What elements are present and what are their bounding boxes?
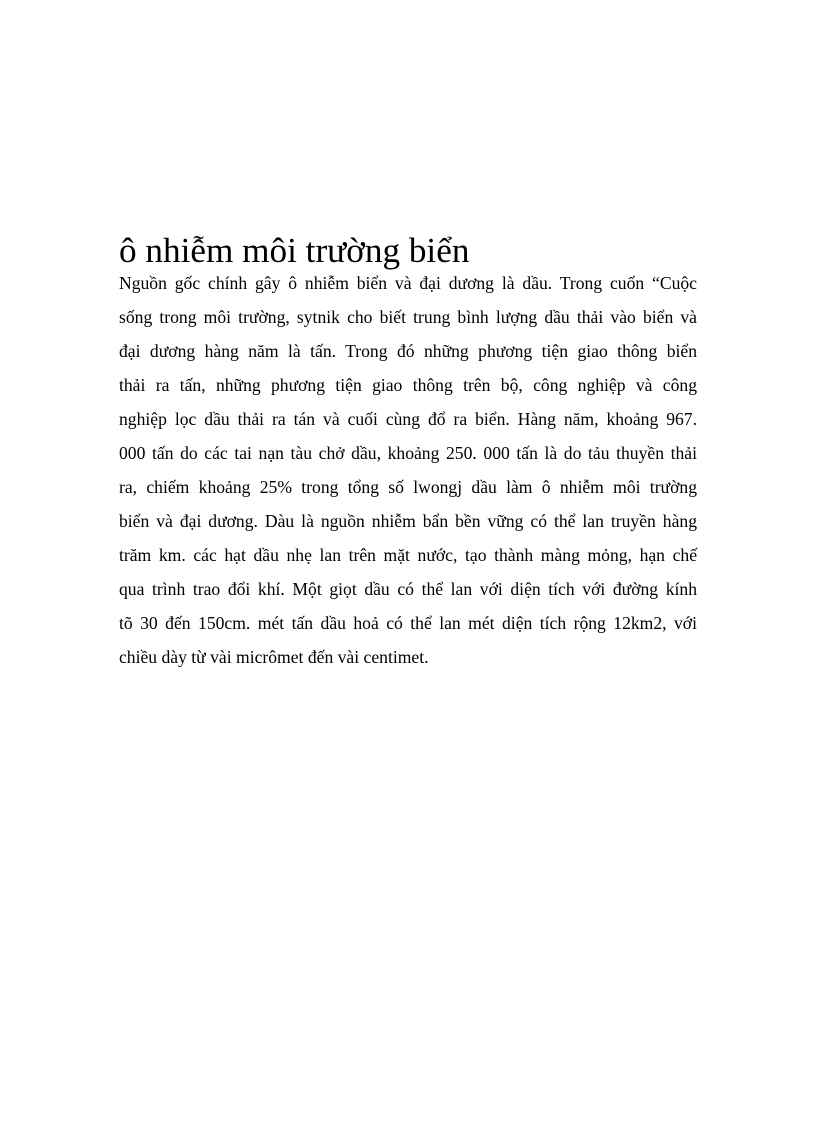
paragraph-line: sống trong môi trường, sytnik cho biết trung bình lượng dầu thải vào biển và (119, 307, 697, 327)
section-heading: ô nhiễm môi trường biển (119, 231, 470, 270)
paragraph-line: thải ra tấn, những phương tiện giao thông trên bộ, công nghiệp và công (119, 375, 697, 395)
paragraph-line: tõ 30 đến 150cm. mét tấn dầu hoả có thể lan mét diện tích rộng 12km2, với (119, 613, 697, 633)
paragraph-line: trăm km. các hạt dầu nhẹ lan trên mặt nước, tạo thành màng mỏng, hạn chế (119, 545, 697, 565)
paragraph-line: nghiệp lọc dầu thải ra tán và cuối cùng đổ ra biển. Hàng năm, khoảng 967. (119, 409, 697, 429)
paragraph-line: đại dương hàng năm là tấn. Trong đó những phương tiện giao thông biển (119, 341, 697, 361)
paragraph-line: ra, chiếm khoảng 25% trong tổng số lwongj dầu làm ô nhiễm môi trường (119, 477, 697, 497)
paragraph-line: Nguồn gốc chính gây ô nhiễm biển và đại dương là dầu. Trong cuốn “Cuộc (119, 273, 697, 293)
paragraph-line: biển và đại dương. Dàu là nguồn nhiễm bẩn bền vững có thể lan truyền hàng (119, 511, 697, 531)
document-body (119, 231, 697, 674)
paragraph-line: qua trình trao đổi khí. Một giọt dầu có thể lan với diện tích với đường kính (119, 579, 697, 599)
paragraph-line-last: chiều dày từ vài micrômet đến vài centimet. (119, 647, 429, 667)
body-paragraph (119, 266, 697, 674)
paragraph-line: 000 tấn do các tai nạn tàu chở dầu, khoảng 250. 000 tấn là do tảu thuyền thải (119, 443, 697, 463)
